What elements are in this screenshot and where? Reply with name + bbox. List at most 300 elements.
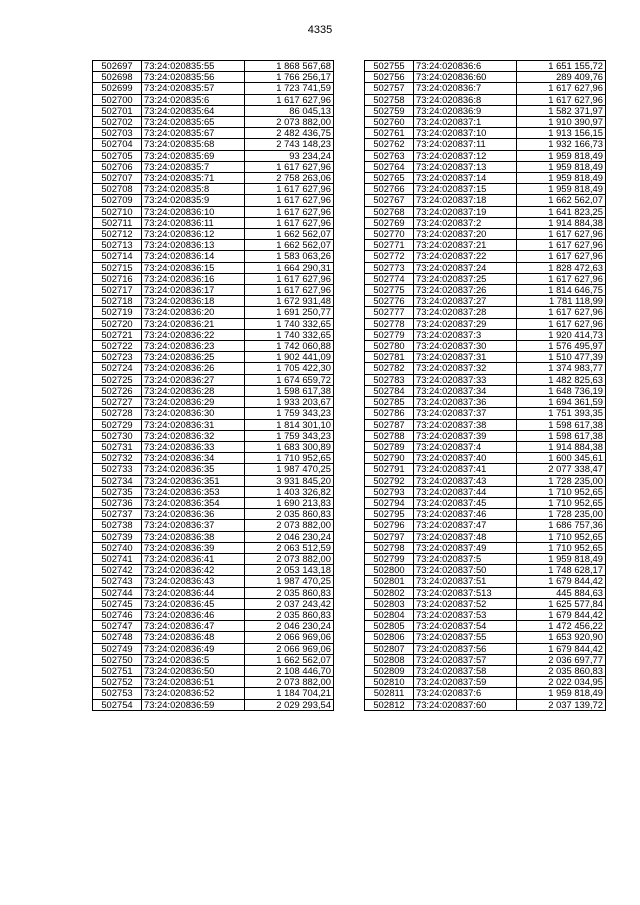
table-row [365,318,606,329]
value-cell: 1 910 390,97 [517,117,606,128]
table-row [93,105,334,116]
cadastral-number-cell: 73:24:020836:30 [142,408,245,419]
cadastral-number-cell: 73:24:020837:30 [414,341,517,352]
row-id-cell: 502805 [365,621,414,632]
value-cell: 1 662 562,07 [245,240,334,251]
cadastral-number-cell: 73:24:020837:50 [414,565,517,576]
cadastral-number-cell: 73:24:020836:51 [142,677,245,688]
value-cell: 1 600 345,61 [517,453,606,464]
cadastral-number-cell: 73:24:020837:29 [414,318,517,329]
cadastral-number-cell: 73:24:020837:4 [414,441,517,452]
cadastral-number-cell: 73:24:020836:52 [142,688,245,699]
row-id-cell: 502751 [93,665,142,676]
row-id-cell: 502739 [93,531,142,542]
value-cell: 1 662 562,07 [517,195,606,206]
row-id-cell: 502794 [365,497,414,508]
table-row [365,699,606,710]
row-id-cell: 502715 [93,262,142,273]
right-data-table [364,60,606,711]
row-id-cell: 502719 [93,307,142,318]
row-id-cell: 502775 [365,285,414,296]
table-row [365,587,606,598]
table-row [93,251,334,262]
table-row [365,509,606,520]
cadastral-number-cell: 73:24:020837:21 [414,240,517,251]
value-cell: 2 035 860,83 [245,509,334,520]
cadastral-number-cell: 73:24:020836:28 [142,385,245,396]
table-row [93,329,334,340]
value-cell: 1 662 562,07 [245,654,334,665]
cadastral-number-cell: 73:24:020837:58 [414,665,517,676]
value-cell: 1 742 060,88 [245,341,334,352]
table-row [365,486,606,497]
value-cell: 2 073 882,00 [245,117,334,128]
row-id-cell: 502729 [93,419,142,430]
table-row [93,587,334,598]
cadastral-number-cell: 73:24:020836:353 [142,486,245,497]
row-id-cell: 502792 [365,475,414,486]
value-cell: 1 625 577,84 [517,598,606,609]
table-row [93,229,334,240]
value-cell: 1 987 470,25 [245,464,334,475]
row-id-cell: 502788 [365,430,414,441]
cadastral-number-cell: 73:24:020837:31 [414,352,517,363]
table-row [93,117,334,128]
value-cell: 2 037 139,72 [517,699,606,710]
row-id-cell: 502707 [93,173,142,184]
row-id-cell: 502698 [93,72,142,83]
cadastral-number-cell: 73:24:020836:7 [414,83,517,94]
row-id-cell: 502778 [365,318,414,329]
table-row [365,72,606,83]
value-cell: 2 053 143,18 [245,565,334,576]
value-cell: 2 073 882,00 [245,677,334,688]
table-row [365,419,606,430]
value-cell: 1 694 361,59 [517,397,606,408]
row-id-cell: 502774 [365,273,414,284]
table-row [365,240,606,251]
cadastral-number-cell: 73:24:020835:68 [142,139,245,150]
value-cell: 1 617 627,96 [245,94,334,105]
value-cell: 2 035 860,83 [517,665,606,676]
table-row [93,419,334,430]
row-id-cell: 502733 [93,464,142,475]
table-row [93,486,334,497]
value-cell: 2 035 860,83 [245,609,334,620]
cadastral-number-cell: 73:24:020837:39 [414,430,517,441]
value-cell: 1 814 646,75 [517,285,606,296]
row-id-cell: 502806 [365,632,414,643]
cadastral-number-cell: 73:24:020836:48 [142,632,245,643]
cadastral-number-cell: 73:24:020837:3 [414,329,517,340]
row-id-cell: 502722 [93,341,142,352]
value-cell: 1 617 627,96 [245,161,334,172]
row-id-cell: 502759 [365,105,414,116]
cadastral-number-cell: 73:24:020837:40 [414,453,517,464]
value-cell: 1 987 470,25 [245,576,334,587]
cadastral-number-cell: 73:24:020836:21 [142,318,245,329]
row-id-cell: 502791 [365,464,414,475]
value-cell: 2 066 969,06 [245,632,334,643]
table-row [93,531,334,542]
cadastral-number-cell: 73:24:020837:43 [414,475,517,486]
cadastral-number-cell: 73:24:020837:59 [414,677,517,688]
row-id-cell: 502703 [93,128,142,139]
page-number: 4335 [307,24,333,36]
value-cell: 1 759 343,23 [245,430,334,441]
table-row [365,329,606,340]
row-id-cell: 502793 [365,486,414,497]
cadastral-number-cell: 73:24:020836:26 [142,363,245,374]
cadastral-number-cell: 73:24:020836:31 [142,419,245,430]
table-row [365,285,606,296]
value-cell: 1 740 332,65 [245,329,334,340]
value-cell: 1 617 627,96 [517,251,606,262]
row-id-cell: 502783 [365,374,414,385]
row-id-cell: 502697 [93,61,142,72]
table-row [93,643,334,654]
table-row [365,251,606,262]
row-id-cell: 502801 [365,576,414,587]
table-row [365,621,606,632]
table-row [93,184,334,195]
table-row [93,161,334,172]
row-id-cell: 502771 [365,240,414,251]
table-row [93,520,334,531]
table-row [365,542,606,553]
value-cell: 1 617 627,96 [517,240,606,251]
table-row [365,83,606,94]
value-cell: 1 651 155,72 [517,61,606,72]
cadastral-number-cell: 73:24:020837:6 [414,688,517,699]
cadastral-number-cell: 73:24:020837:13 [414,161,517,172]
cadastral-number-cell: 73:24:020837:22 [414,251,517,262]
value-cell: 1 710 952,65 [245,453,334,464]
value-cell: 1 576 495,97 [517,341,606,352]
value-cell: 1 959 818,49 [517,173,606,184]
cadastral-number-cell: 73:24:020836:47 [142,621,245,632]
value-cell: 1 902 441,09 [245,352,334,363]
value-cell: 86 045,13 [245,105,334,116]
table-row [93,665,334,676]
cadastral-number-cell: 73:24:020837:49 [414,542,517,553]
cadastral-number-cell: 73:24:020837:1 [414,117,517,128]
row-id-cell: 502732 [93,453,142,464]
cadastral-number-cell: 73:24:020835:6 [142,94,245,105]
row-id-cell: 502727 [93,397,142,408]
value-cell: 1 617 627,96 [245,217,334,228]
value-cell: 1 710 952,65 [517,486,606,497]
table-row [93,285,334,296]
row-id-cell: 502700 [93,94,142,105]
table-row [93,128,334,139]
table-row [93,509,334,520]
cadastral-number-cell: 73:24:020837:14 [414,173,517,184]
value-cell: 2 073 882,00 [245,553,334,564]
cadastral-number-cell: 73:24:020837:26 [414,285,517,296]
row-id-cell: 502753 [93,688,142,699]
table-row [93,677,334,688]
row-id-cell: 502766 [365,184,414,195]
table-row [365,363,606,374]
row-id-cell: 502745 [93,598,142,609]
table-row [365,229,606,240]
value-cell: 2 036 697,77 [517,654,606,665]
value-cell: 1 723 741,59 [245,83,334,94]
value-cell: 1 674 659,72 [245,374,334,385]
table-row [365,206,606,217]
row-id-cell: 502769 [365,217,414,228]
row-id-cell: 502748 [93,632,142,643]
table-row [93,240,334,251]
value-cell: 1 617 627,96 [517,307,606,318]
value-cell: 1 617 627,96 [245,184,334,195]
row-id-cell: 502730 [93,430,142,441]
cadastral-number-cell: 73:24:020836:10 [142,206,245,217]
row-id-cell: 502755 [365,61,414,72]
cadastral-number-cell: 73:24:020836:22 [142,329,245,340]
row-id-cell: 502772 [365,251,414,262]
cadastral-number-cell: 73:24:020837:60 [414,699,517,710]
cadastral-number-cell: 73:24:020836:39 [142,542,245,553]
value-cell: 1 598 617,38 [517,419,606,430]
row-id-cell: 502724 [93,363,142,374]
cadastral-number-cell: 73:24:020836:17 [142,285,245,296]
table-row [93,173,334,184]
table-row [365,117,606,128]
table-row [365,475,606,486]
row-id-cell: 502734 [93,475,142,486]
value-cell: 1 710 952,65 [517,497,606,508]
row-id-cell: 502767 [365,195,414,206]
cadastral-number-cell: 73:24:020836:49 [142,643,245,654]
table-row [365,139,606,150]
value-cell: 1 920 414,73 [517,329,606,340]
cadastral-number-cell: 73:24:020837:38 [414,419,517,430]
cadastral-number-cell: 73:24:020837:19 [414,206,517,217]
row-id-cell: 502743 [93,576,142,587]
row-id-cell: 502746 [93,609,142,620]
cadastral-number-cell: 73:24:020836:9 [414,105,517,116]
value-cell: 1 913 156,15 [517,128,606,139]
cadastral-number-cell: 73:24:020836:27 [142,374,245,385]
cadastral-number-cell: 73:24:020837:32 [414,363,517,374]
table-row [365,128,606,139]
row-id-cell: 502712 [93,229,142,240]
row-id-cell: 502776 [365,296,414,307]
row-id-cell: 502731 [93,441,142,452]
cadastral-number-cell: 73:24:020837:20 [414,229,517,240]
table-row [365,497,606,508]
table-row [365,665,606,676]
row-id-cell: 502740 [93,542,142,553]
cadastral-number-cell: 73:24:020835:9 [142,195,245,206]
value-cell: 1 740 332,65 [245,318,334,329]
table-row [93,453,334,464]
row-id-cell: 502787 [365,419,414,430]
value-cell: 1 617 627,96 [517,94,606,105]
cadastral-number-cell: 73:24:020836:12 [142,229,245,240]
value-cell: 1 617 627,96 [245,285,334,296]
row-id-cell: 502728 [93,408,142,419]
table-row [365,632,606,643]
cadastral-number-cell: 73:24:020837:18 [414,195,517,206]
cadastral-number-cell: 73:24:020836:18 [142,296,245,307]
value-cell: 2 029 293,54 [245,699,334,710]
row-id-cell: 502726 [93,385,142,396]
value-cell: 1 617 627,96 [517,83,606,94]
table-row [365,688,606,699]
row-id-cell: 502782 [365,363,414,374]
row-id-cell: 502802 [365,587,414,598]
value-cell: 1 641 823,25 [517,206,606,217]
table-row [365,307,606,318]
row-id-cell: 502804 [365,609,414,620]
value-cell: 1 748 628,17 [517,565,606,576]
cadastral-number-cell: 73:24:020836:41 [142,553,245,564]
value-cell: 1 617 627,96 [517,229,606,240]
value-cell: 1 679 844,42 [517,609,606,620]
cadastral-number-cell: 73:24:020836:15 [142,262,245,273]
value-cell: 2 066 969,06 [245,643,334,654]
row-id-cell: 502761 [365,128,414,139]
row-id-cell: 502735 [93,486,142,497]
cadastral-number-cell: 73:24:020835:71 [142,173,245,184]
table-row [93,397,334,408]
cadastral-number-cell: 73:24:020836:33 [142,441,245,452]
cadastral-number-cell: 73:24:020836:59 [142,699,245,710]
cadastral-number-cell: 73:24:020837:10 [414,128,517,139]
value-cell: 2 035 860,83 [245,587,334,598]
value-cell: 1 653 920,90 [517,632,606,643]
cadastral-number-cell: 73:24:020836:38 [142,531,245,542]
row-id-cell: 502810 [365,677,414,688]
table-row [365,441,606,452]
value-cell: 445 884,63 [517,587,606,598]
value-cell: 2 758 263,06 [245,173,334,184]
cadastral-number-cell: 73:24:020837:27 [414,296,517,307]
table-row [93,273,334,284]
value-cell: 1 959 818,49 [517,184,606,195]
table-row [93,654,334,665]
cadastral-number-cell: 73:24:020835:7 [142,161,245,172]
row-id-cell: 502762 [365,139,414,150]
row-id-cell: 502754 [93,699,142,710]
table-row [365,609,606,620]
table-row [93,72,334,83]
row-id-cell: 502738 [93,520,142,531]
value-cell: 1 598 617,38 [517,430,606,441]
table-row [365,453,606,464]
row-id-cell: 502765 [365,173,414,184]
value-cell: 289 409,76 [517,72,606,83]
value-cell: 1 710 952,65 [517,542,606,553]
row-id-cell: 502808 [365,654,414,665]
value-cell: 1 617 627,96 [517,273,606,284]
value-cell: 1 690 213,83 [245,497,334,508]
row-id-cell: 502790 [365,453,414,464]
table-row [365,352,606,363]
cadastral-number-cell: 73:24:020837:15 [414,184,517,195]
cadastral-number-cell: 73:24:020835:57 [142,83,245,94]
value-cell: 1 482 825,63 [517,374,606,385]
value-cell: 1 686 757,36 [517,520,606,531]
row-id-cell: 502780 [365,341,414,352]
row-id-cell: 502756 [365,72,414,83]
row-id-cell: 502747 [93,621,142,632]
cadastral-number-cell: 73:24:020836:14 [142,251,245,262]
table-row [365,397,606,408]
row-id-cell: 502784 [365,385,414,396]
row-id-cell: 502799 [365,553,414,564]
value-cell: 1 959 818,49 [517,161,606,172]
cadastral-number-cell: 73:24:020837:513 [414,587,517,598]
table-row [93,374,334,385]
table-row [365,464,606,475]
table-row [93,318,334,329]
value-cell: 1 582 371,97 [517,105,606,116]
table-row [365,173,606,184]
cadastral-number-cell: 73:24:020835:67 [142,128,245,139]
cadastral-number-cell: 73:24:020836:50 [142,665,245,676]
table-row [365,520,606,531]
value-cell: 1 914 884,38 [517,441,606,452]
table-row [365,598,606,609]
value-cell: 1 598 617,38 [245,385,334,396]
cadastral-number-cell: 73:24:020837:56 [414,643,517,654]
cadastral-number-cell: 73:24:020837:53 [414,609,517,620]
value-cell: 1 617 627,96 [245,195,334,206]
cadastral-number-cell: 73:24:020837:52 [414,598,517,609]
cadastral-number-cell: 73:24:020837:51 [414,576,517,587]
row-id-cell: 502768 [365,206,414,217]
cadastral-number-cell: 73:24:020837:11 [414,139,517,150]
table-row [365,150,606,161]
table-row [365,262,606,273]
row-id-cell: 502718 [93,296,142,307]
value-cell: 1 691 250,77 [245,307,334,318]
value-cell: 2 073 882,00 [245,520,334,531]
row-id-cell: 502798 [365,542,414,553]
value-cell: 1 914 884,38 [517,217,606,228]
cadastral-number-cell: 73:24:020836:37 [142,520,245,531]
table-row [365,94,606,105]
cadastral-number-cell: 73:24:020836:34 [142,453,245,464]
cadastral-number-cell: 73:24:020835:56 [142,72,245,83]
table-row [93,621,334,632]
cadastral-number-cell: 73:24:020836:6 [414,61,517,72]
table-row [93,441,334,452]
value-cell: 93 234,24 [245,150,334,161]
row-id-cell: 502736 [93,497,142,508]
cadastral-number-cell: 73:24:020837:57 [414,654,517,665]
cadastral-number-cell: 73:24:020837:46 [414,509,517,520]
value-cell: 1 710 952,65 [517,531,606,542]
row-id-cell: 502786 [365,408,414,419]
value-cell: 1 705 422,30 [245,363,334,374]
value-cell: 1 766 256,17 [245,72,334,83]
table-row [365,341,606,352]
cadastral-number-cell: 73:24:020835:8 [142,184,245,195]
table-row [93,688,334,699]
row-id-cell: 502711 [93,217,142,228]
value-cell: 2 046 230,24 [245,621,334,632]
value-cell: 1 648 736,19 [517,385,606,396]
row-id-cell: 502763 [365,150,414,161]
cadastral-number-cell: 73:24:020836:13 [142,240,245,251]
row-id-cell: 502749 [93,643,142,654]
table-row [93,150,334,161]
